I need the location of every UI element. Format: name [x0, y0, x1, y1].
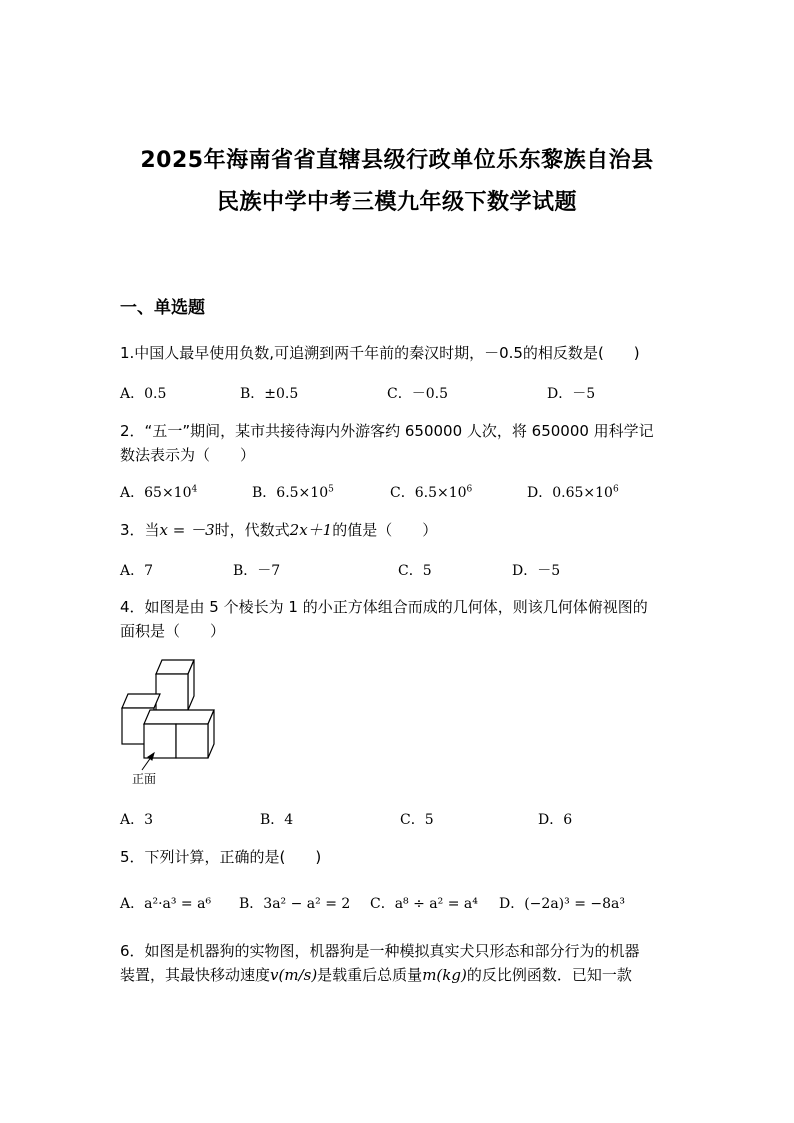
q3-option-b: B．－7 [233, 563, 281, 579]
q1-option-a: A．0.5 [120, 386, 167, 402]
q5-option-a: A．a²·a³ = a⁶ [120, 896, 212, 912]
front-cube-right [176, 724, 208, 758]
question-2-line1: 2．“五一”期间，某市共接待海内外游客约 650000 人次，将 650000 用科学记 [120, 422, 654, 440]
exam-title-line2: 民族中学中考三模九年级下数学试题 [216, 190, 577, 215]
question-5-text: 5．下列计算，正确的是( ) [120, 848, 322, 866]
q2-option-d: D．$0.65\times 10^6$ [527, 484, 619, 501]
q4-option-c: C．5 [400, 812, 434, 828]
q4-option-a: A．3 [120, 812, 154, 828]
q2-option-c: C．$6.5\times 10^6$ [390, 484, 473, 501]
q1-option-d: D．－5 [547, 386, 596, 402]
question-6-line1: 6．如图是机器狗的实物图，机器狗是一种模拟真实犬只形态和部分行为的机器 [120, 942, 640, 960]
question-4-line2: 面积是（ ） [120, 622, 226, 640]
q4-option-d: D．6 [538, 812, 573, 828]
q1-option-b: B．±0.5 [240, 386, 299, 402]
top-cube-front-face [156, 674, 188, 710]
q4-option-b: B．4 [260, 812, 294, 828]
question-1-text: 1.中国人最早使用负数,可追溯到两千年前的秦汉时期，－0.5的相反数是( ) [120, 344, 640, 362]
front-view-label: 正面 [132, 772, 157, 786]
left-cube-top-face [122, 694, 160, 708]
question-6-line2: 装置，其最快移动速度v(m/s)是载重后总质量m(kg)的反比例函数．已知一款 [120, 966, 632, 984]
q5-option-d: D．(−2a)³ = −8a³ [499, 896, 625, 912]
q3-option-d: D．－5 [512, 563, 561, 579]
q5-option-b: B．3a² − a² = 2 [239, 896, 351, 912]
q3-option-a: A．7 [120, 563, 154, 579]
cube-figure [118, 658, 228, 788]
q2-option-b: B．$6.5\times 10^5$ [252, 484, 334, 501]
section-heading: 一、单选题 [120, 298, 205, 318]
question-3-text: 3．当x = －3时，代数式2x＋1的值是（ ） [120, 521, 438, 539]
front-cube-left [144, 724, 176, 758]
exam-title-line1: 2025年海南省省直辖县级行政单位乐东黎族自治县 [140, 148, 654, 173]
q2-option-a: A．$65\times 10^4$ [120, 484, 198, 501]
front-row-top-face [144, 710, 214, 724]
question-2-line2: 数法表示为（ ） [120, 446, 256, 464]
question-4-line1: 4．如图是由 5 个棱长为 1 的小正方体组合而成的几何体，则该几何体俯视图的 [120, 598, 648, 616]
q3-option-c: C．5 [398, 563, 432, 579]
q1-option-c: C．－0.5 [387, 386, 448, 402]
q5-option-c: C．a⁸ ÷ a² = a⁴ [370, 896, 478, 912]
